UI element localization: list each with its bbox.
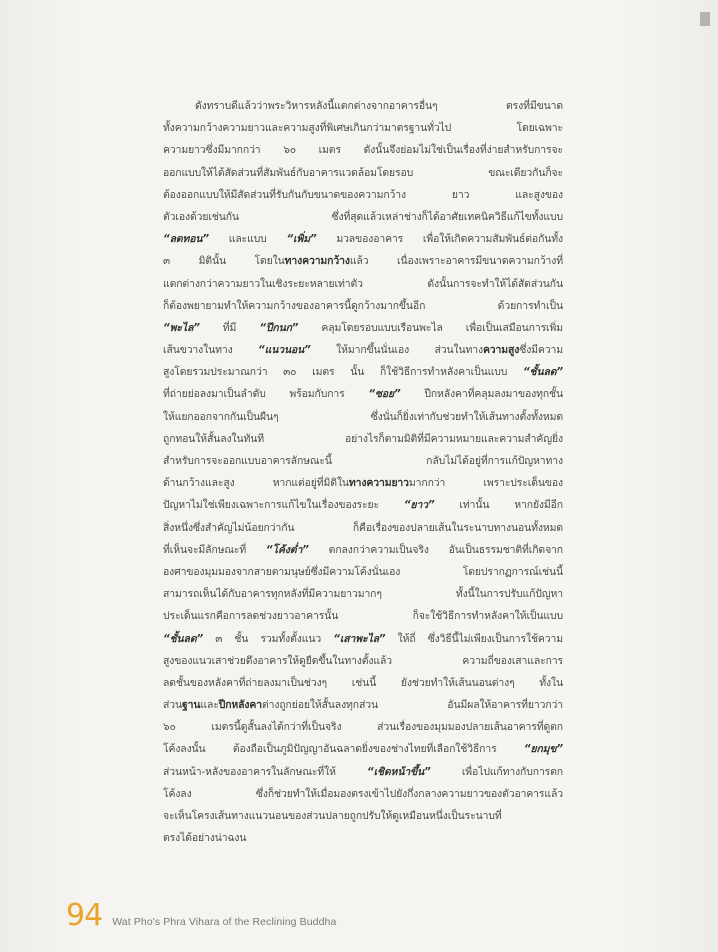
text-run: สูงของแนวเสาช่วยดึงอาคารให้ดูยืดขึ้นในทางตั้งแล้ว ความถี่ของเสาและการ <box>163 654 563 667</box>
running-title: Wat Pho's Phra Vihara of the Reclining Buddha <box>112 916 337 928</box>
text-run: ที่เห็นจะมีลักษณะที่ <box>163 543 266 556</box>
text-run: ส่วนหน้า-หลังของอาคารในลักษณะที่ให้ <box>163 765 367 778</box>
text-run: เพื่อไปแก้ทางกับการตก <box>430 765 563 778</box>
emphasized-term: “เสาพะไล” <box>333 632 386 645</box>
text-line <box>163 539 563 561</box>
bold-term: ปีกหลังคา <box>218 699 262 712</box>
text-line <box>163 184 563 206</box>
text-run: ประเด็นแรกคือการลดช่วงยาวอาคารนั้น ก็จะใช้วิธีการทำหลังคาให้เป็นแบบ <box>163 610 563 623</box>
text-run: โค้งลง ซึ่งก็ช่วยทำให้เมื่อมองตรงเข้าไปยังกึ่งกลางความยาวของตัวอาคารแล้ว <box>163 787 563 800</box>
text-run: ปัญหาไม่ใช่เพียงเฉพาะการแก้ไขในเรื่องของระยะ <box>163 499 404 512</box>
text-run: ส่วน <box>163 699 182 712</box>
emphasized-term: “ยาว” <box>403 499 435 512</box>
text-line <box>163 273 563 295</box>
emphasized-term: “ลดทอน” <box>163 233 209 246</box>
text-run: ต้องออกแบบให้มีสัดส่วนที่รับกันกับขนาดของความกว้าง ยาว และสูงของ <box>163 188 563 201</box>
text-run: โค้งลงนั้น ต้องถือเป็นภูมิปัญญาอันฉลาดยิ่งของช่างไทยที่เลือกใช้วิธีการ <box>163 743 524 756</box>
text-line <box>163 472 563 494</box>
text-line <box>163 117 563 139</box>
text-line <box>163 783 563 805</box>
text-line <box>163 517 563 539</box>
text-run: ๓ ชั้น รวมทั้งตั้งแนว <box>203 632 334 645</box>
text-run: ปีกหลังคาที่คลุมลงมาของทุกชั้น <box>400 388 563 401</box>
text-run: ตกลงกว่าความเป็นจริง อันเป็นธรรมชาติที่เกิดจาก <box>308 543 563 556</box>
text-run: ต่างถูกย่อยให้สั้นลงทุกส่วน อันมีผลให้อาคารที่ยาวกว่า <box>261 699 563 712</box>
text-line <box>163 383 563 405</box>
text-run: สิ่งหนึ่งซึ่งสำคัญไม่น้อยกว่ากัน ก็คือเรื่องของปลายเส้นในระนาบทางนอนทั้งหมด <box>163 521 563 534</box>
text-line <box>163 295 563 317</box>
text-run: เท่านั้น หากยังมีอีก <box>434 499 563 512</box>
emphasized-term: “ชั้นลด” <box>522 366 563 379</box>
text-line <box>163 139 563 161</box>
text-run: มวลของอาคาร เพื่อให้เกิดความสัมพันธ์ต่อกันทั้ง <box>316 233 563 246</box>
text-line <box>163 428 563 450</box>
text-line <box>163 827 563 849</box>
text-run: ด้านกว้างและสูง หากแต่อยู่ที่มิติใน <box>163 477 349 490</box>
text-run: ที่ถ่ายย่อลงมาเป็นลำดับ พร้อมกับการ <box>163 388 369 401</box>
emphasized-term: “เพิ่ม” <box>286 233 317 246</box>
emphasized-term: “ซอย” <box>368 388 401 401</box>
text-run: แล้ว เนื่องเพราะอาคารมีขนาดความกว้างที่ <box>349 255 563 268</box>
text-run: องศาของมุมมองจากสายตามนุษย์ซึ่งมีความโค้งนั่นเอง โดยปรากฏการณ์เช่นนี้ <box>163 565 563 578</box>
text-line <box>163 650 563 672</box>
text-run: ลดชั้นของหลังคาที่ถ่ายลงมาเป็นช่วงๆ เช่นนี้ ยังช่วยทำให้เส้นนอนต่างๆ ทั้งใน <box>163 676 563 689</box>
text-run: ทั้งความกว้างความยาวและความสูงที่พิเศษเกินกว่ามาตรฐานทั่วไป โดยเฉพาะ <box>163 122 563 135</box>
text-line <box>163 494 563 516</box>
text-line <box>163 561 563 583</box>
text-line <box>163 450 563 472</box>
text-run: ตรงได้อย่างน่าฉงน <box>163 832 247 845</box>
text-run: คลุมโดยรอบแบบเรือนพะไล เพื่อเป็นเสมือนการเพิ่ม <box>298 321 564 334</box>
text-run: ออกแบบให้ได้สัดส่วนที่สัมพันธ์กับอาคารแวดล้อมโดยรอบ ขณะเดียวกันก็จะ <box>163 166 563 179</box>
text-run: ดังทราบดีแล้วว่าพระวิหารหลังนี้แตกต่างจากอาคารอื่นๆ ตรงที่มีขนาด <box>195 100 563 112</box>
emphasized-term: “ปีกนก” <box>259 321 299 334</box>
text-line <box>163 339 563 361</box>
text-line <box>163 716 563 738</box>
emphasized-term: “ยกมุข” <box>523 743 563 756</box>
emphasized-term: “เชิดหน้าขึ้น” <box>366 765 431 778</box>
text-line <box>163 672 563 694</box>
text-line <box>163 583 563 605</box>
text-line <box>163 228 563 250</box>
text-run: ให้แยกออกจากกันเป็นผืนๆ ซึ่งนั่นก็ยิ่งเท่ากับช่วยทำให้เส้นทางตั้งทั้งหมด <box>163 410 563 423</box>
text-line <box>163 317 563 339</box>
text-line <box>163 361 563 383</box>
text-run: สำหรับการจะออกแบบอาคารลักษณะนี้ กลับไม่ได้อยู่ที่การแก้ปัญหาทาง <box>163 455 563 467</box>
text-run: ให้มากขึ้นนั่นเอง ส่วนในทาง <box>310 344 483 357</box>
body-paragraph <box>163 95 563 849</box>
text-run: และแบบ <box>209 233 287 246</box>
page-footer <box>66 895 566 931</box>
text-run: แตกต่างกว่าความยาวในเชิงระยะหลายเท่าตัว ดังนั้นการจะทำให้ได้สัดส่วนกัน <box>163 277 563 290</box>
text-run: สูงโดยรวมประมาณกว่า ๓๐ เมตร นั้น ก็ใช้วิธีการทำหลังคาเป็นแบบ <box>163 366 523 379</box>
text-line <box>163 605 563 627</box>
text-run: ๓ มิตินั้น โดยใน <box>163 255 285 268</box>
emphasized-term: “โค้งต่ำ” <box>265 543 309 556</box>
text-run: ถูกทอนให้สั้นลงในทันที อย่างไรก็ตามมิติที่มีความหมายและความสำคัญยิ่ง <box>163 432 563 445</box>
text-run: สามารถเห็นได้กับอาคารทุกหลังที่มีความยาวมากๆ ทั้งนี้ในการปรับแก้ปัญหา <box>163 588 563 601</box>
text-run: ที่มี <box>199 321 260 334</box>
text-run: ๖๐ เมตรนี้ดูสั้นลงได้กว่าที่เป็นจริง ส่วนเรื่องของมุมมองปลายเส้นอาคารที่ดูตก <box>163 721 563 734</box>
text-line <box>163 761 563 783</box>
text-run: ก็ต้องพยายามทำให้ความกว้างของอาคารนี้ดูกว้างมากขึ้นอีก ด้วยการทำเป็น <box>163 299 563 312</box>
text-line <box>163 805 563 827</box>
text-line <box>163 738 563 760</box>
emphasized-term: “แนวนอน” <box>258 344 311 357</box>
emphasized-term: “พะไล” <box>163 321 200 334</box>
page-number: 94 <box>66 898 103 933</box>
text-run: ตัวเองด้วยเช่นกัน ซึ่งที่สุดแล้วเหล่าช่างก็ได้อาศัยเทคนิควิธีแก้ไขทั้งแบบ <box>163 210 563 223</box>
text-run: เส้นขวางในทาง <box>163 344 259 357</box>
emphasized-term: “ชั้นลด” <box>163 632 204 645</box>
bold-term: ฐาน <box>181 699 201 712</box>
text-line <box>163 250 563 272</box>
text-line <box>163 162 563 184</box>
scan-edge-mark <box>700 12 710 26</box>
bold-term: ทางความยาว <box>348 477 409 490</box>
text-run: ความยาวซึ่งมีมากกว่า ๖๐ เมตร ดังนั้นจึงย่อมไม่ใช่เป็นเรื่องที่ง่ายสำหรับการจะ <box>163 144 563 157</box>
text-line <box>163 206 563 228</box>
bold-term: ทางความกว้าง <box>284 255 350 268</box>
text-line <box>163 406 563 428</box>
text-line <box>163 628 563 650</box>
text-run: ซึ่งมีความ <box>519 344 563 357</box>
text-run: จะเห็นโครงเส้นทางแนวนอนของส่วนปลายถูกปรับให้ดูเหมือนหนึ่งเป็นระนาบที่ <box>163 810 502 822</box>
text-line <box>163 95 563 117</box>
text-run: ให้ถี่ ซึ่งวิธีนี้ไม่เพียงเป็นการใช้ความ <box>385 632 563 645</box>
text-line <box>163 694 563 716</box>
bold-term: ความสูง <box>482 344 520 357</box>
text-run: มากกว่า เพราะประเด็นของ <box>408 477 563 490</box>
text-run: และ <box>200 699 219 712</box>
